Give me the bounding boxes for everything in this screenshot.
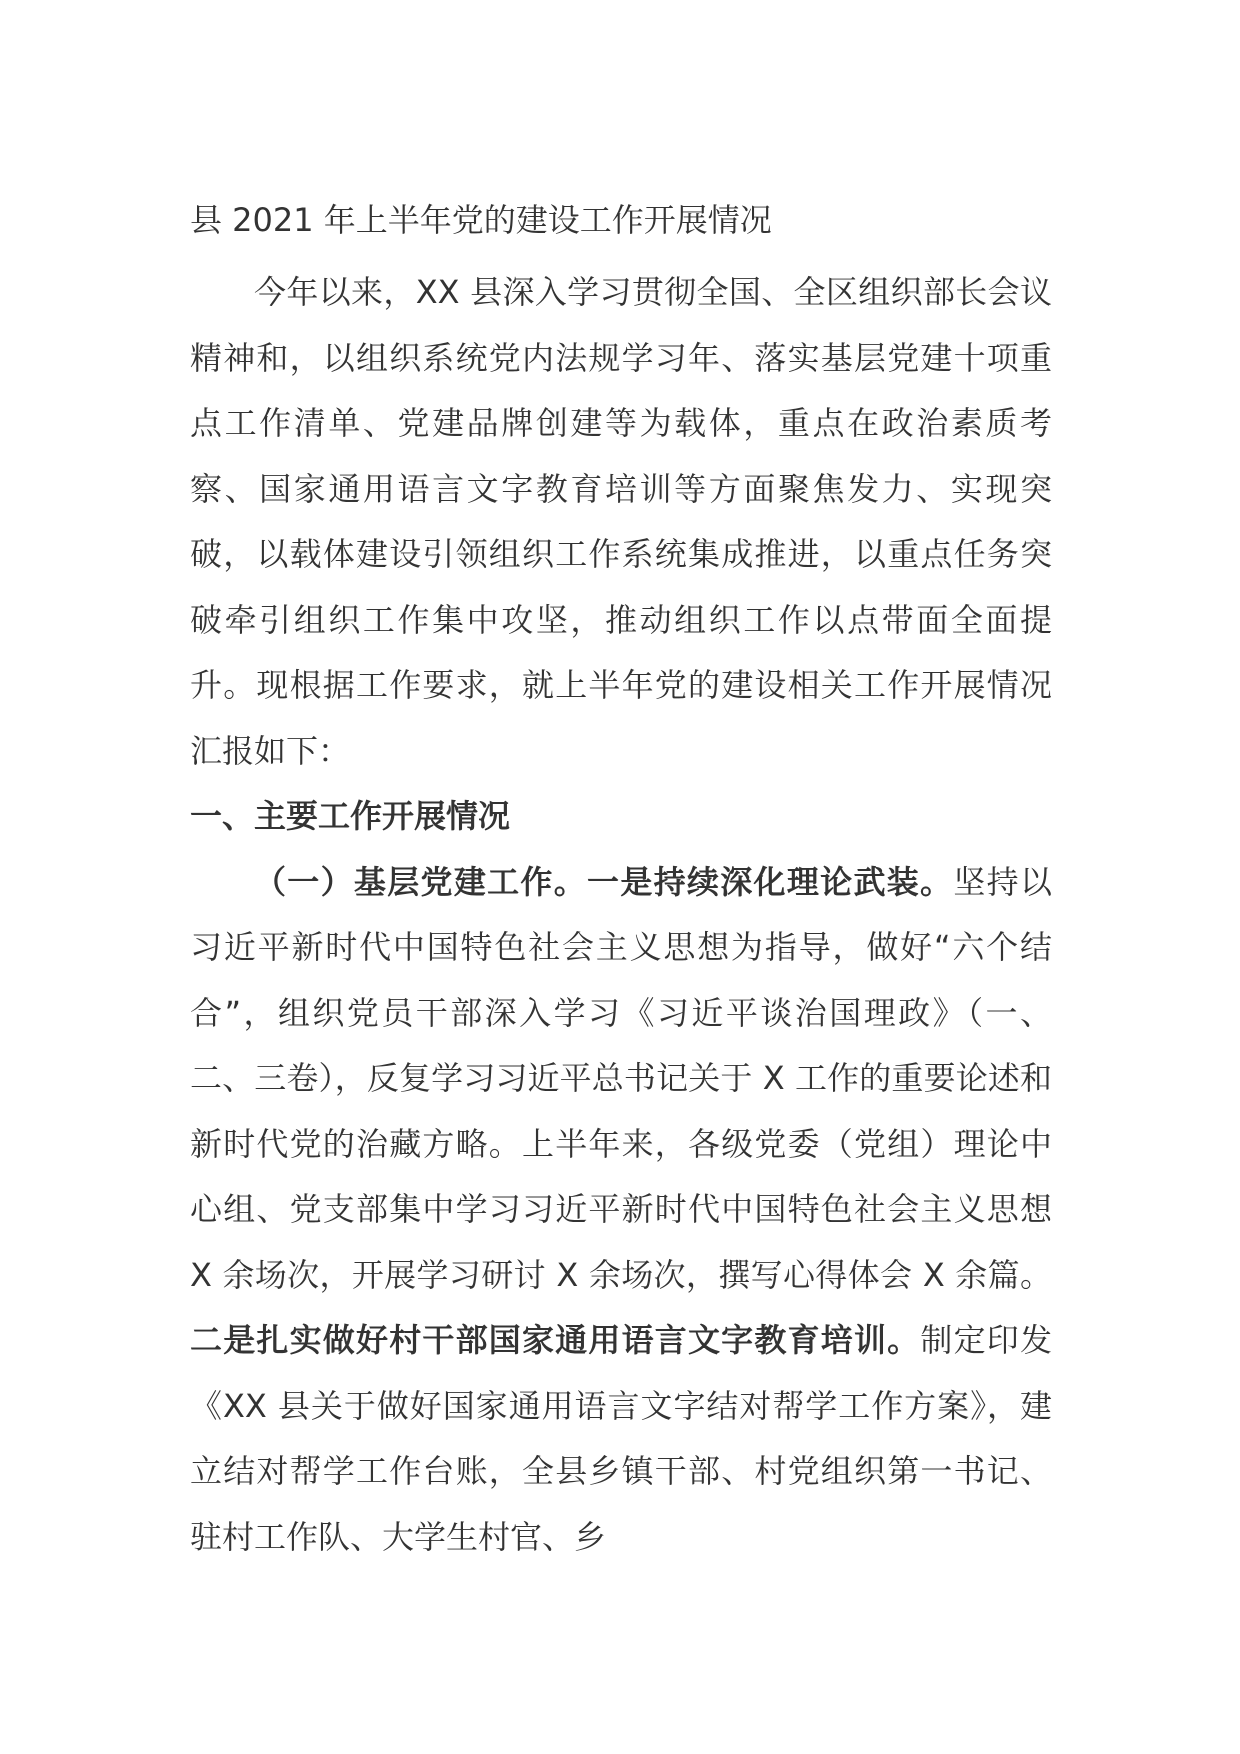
section-heading-main-work: 一、主要工作开展情况 [190,797,511,835]
point-one-text: 坚持以习近平新时代中国特色社会主义思想为指导，做好“六个结合”，组织党员干部深入学习《习近平谈治国理政》（一、二、三卷），反复学习习近平总书记关于 X 工作的重要论述和新时代党的治藏方略。上半年来，各级党委（党组）理论中心组、党支部集中学习习近平新时代中国特色社会主义思想 X 余场次，开展学习研讨 X 余场次，撰写心得体会 X 余篇。 [190,862,1052,1294]
document-title: 县 2021 年上半年党的建设工作开展情况 [190,201,772,239]
grassroots-party-building-paragraph [190,850,1052,1571]
document-page [190,200,1052,1570]
point-two-heading: 二是扎实做好村干部国家通用语言文字教育培训。 [190,1321,921,1359]
point-two-text: 制定印发《XX 县关于做好国家通用语言文字结对帮学工作方案》，建立结对帮学工作台账，全县乡镇干部、村党组织第一书记、驻村工作队、大学生村官、乡 [190,1321,1052,1556]
point-one-heading: 一是持续深化理论武装。 [587,862,954,901]
subsection-heading: （一）基层党建工作。 [254,862,588,901]
intro-paragraph: 今年以来，XX 县深入学习贯彻全国、全区组织部长会议精神和，以组织系统党内法规学习年、落实基层党建十项重点工作清单、党建品牌创建等为载体，重点在政治素质考察、国家通用语言文字教育培训等方面聚焦发力、实现突破，以载体建设引领组织工作系统集成推进，以重点任务突破牵引组织工作集中攻坚，推动组织工作以点带面全面提升。现根据工作要求，就上半年党的建设相关工作开展情况汇报如下： [190,273,1052,770]
